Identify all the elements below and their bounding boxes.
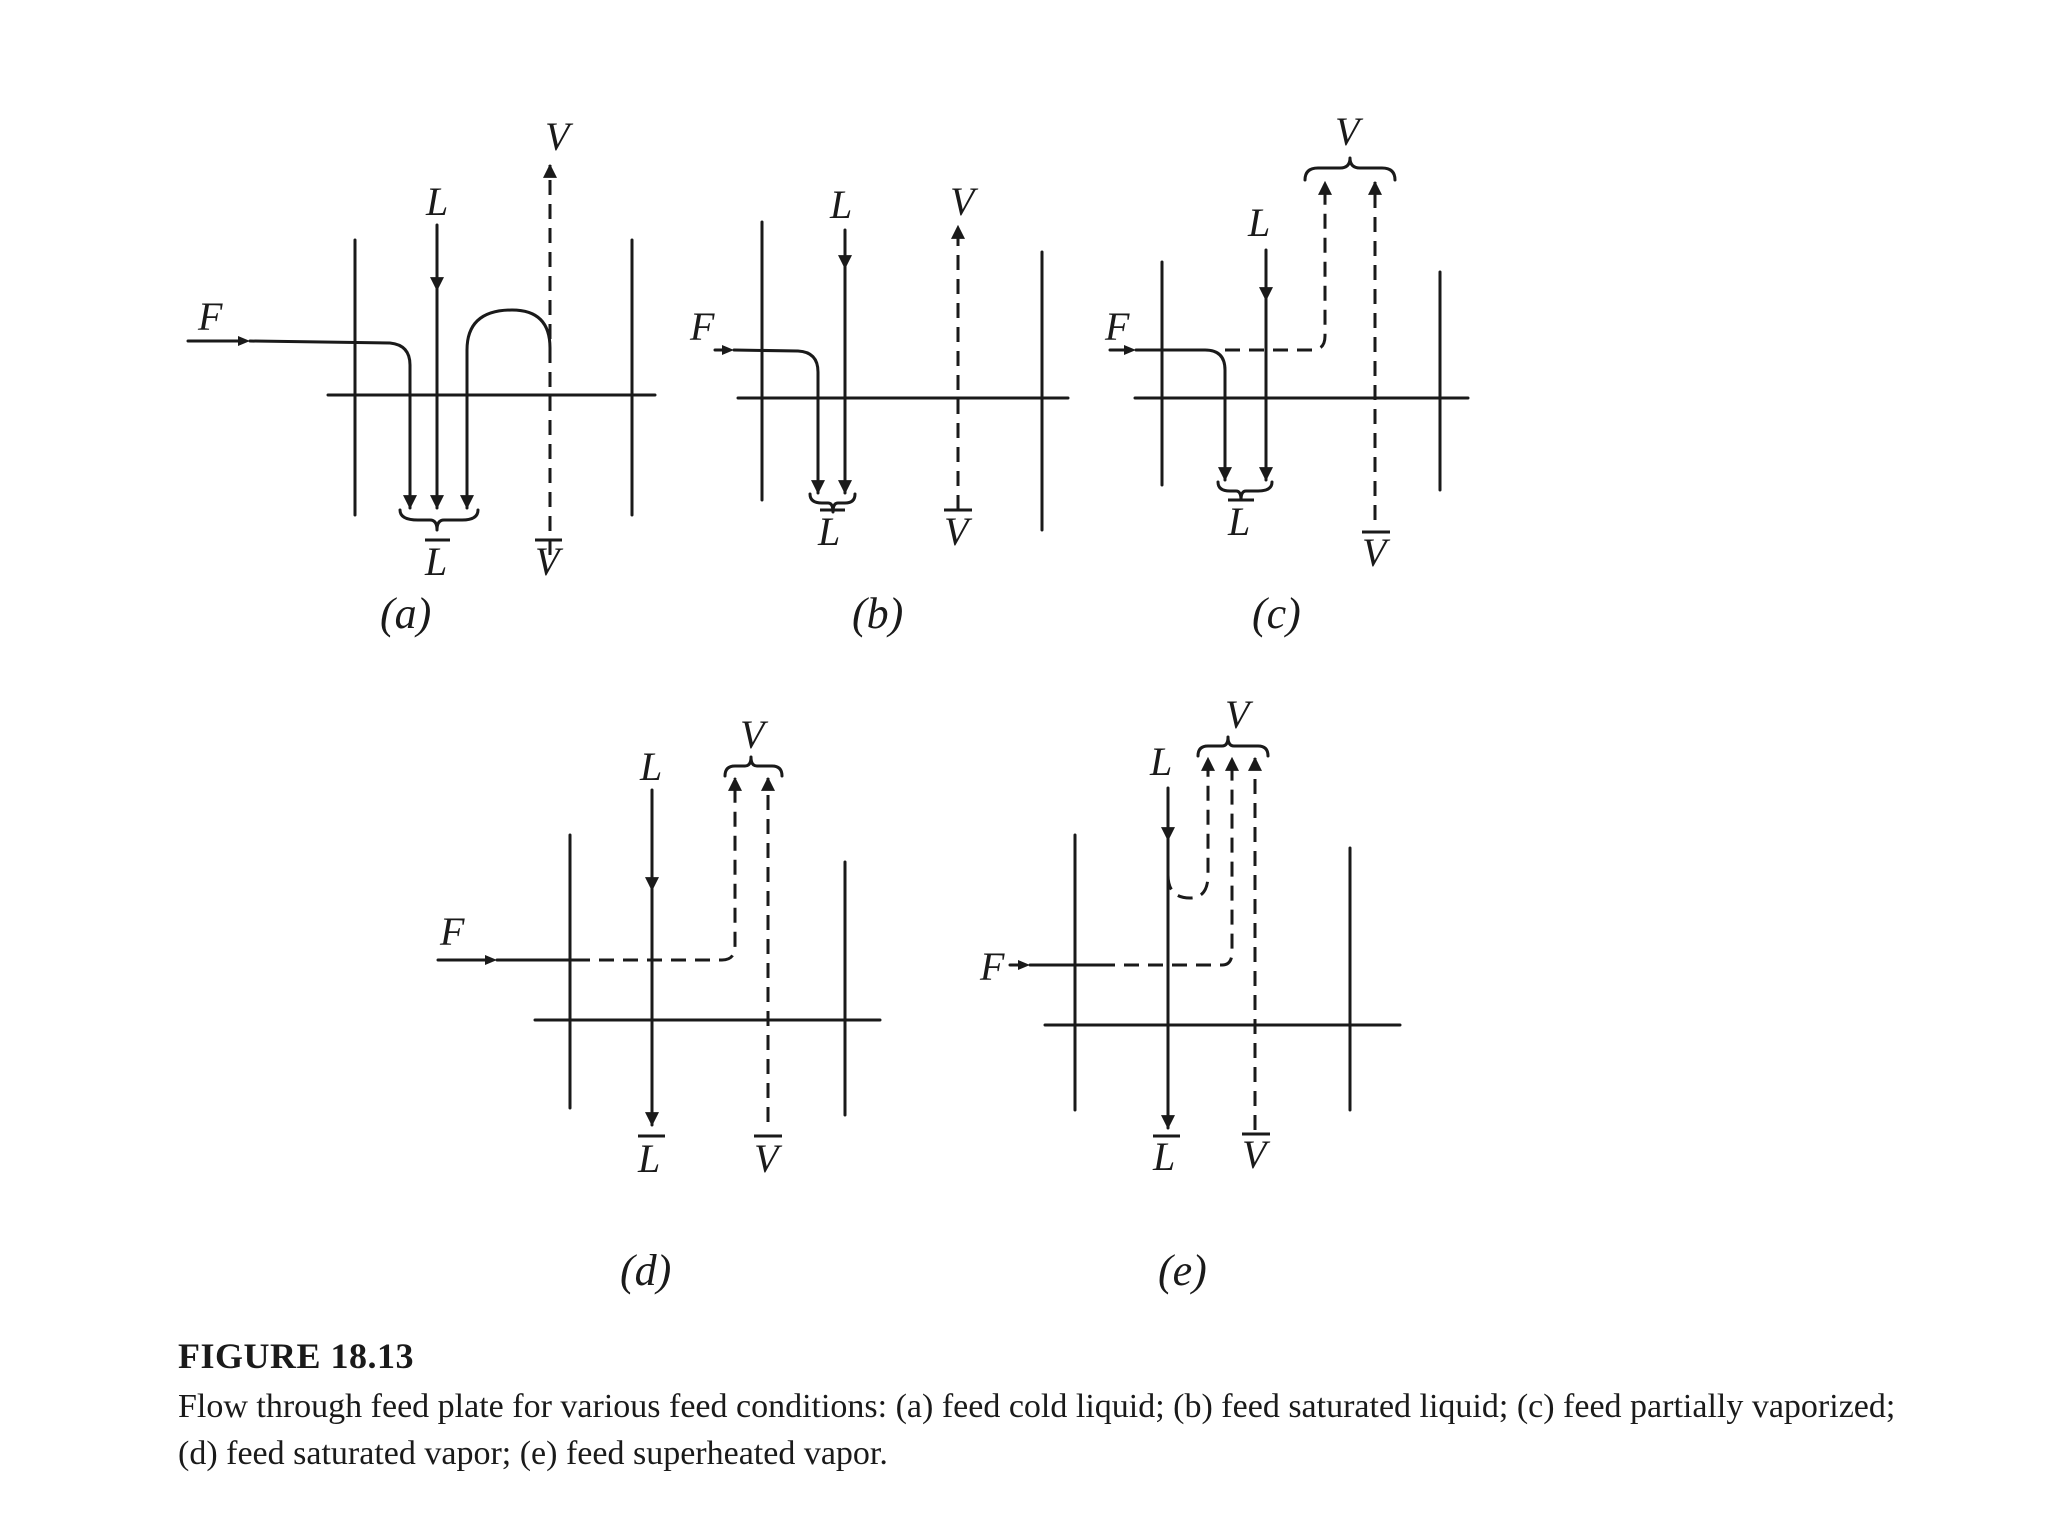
panel-label: (e): [1158, 1246, 1207, 1295]
feed-label: F: [980, 944, 1005, 989]
liquid-label: L: [1248, 200, 1271, 245]
liquid-below-label: L: [425, 539, 448, 584]
vapor-below-label: V: [1242, 1132, 1267, 1177]
feed-liquid-flow: [734, 350, 818, 493]
panel-label: (a): [380, 589, 432, 638]
feed-label: F: [440, 909, 465, 954]
panel-b: [689, 179, 1068, 638]
panel-label: (c): [1252, 589, 1301, 638]
liquid-label: L: [1150, 739, 1173, 784]
vapor-label: V: [1225, 692, 1250, 737]
vapor-label: V: [950, 179, 975, 224]
liquid-brace: [400, 510, 478, 530]
liquid-below-label: L: [1153, 1134, 1176, 1179]
vapor-label: V: [740, 712, 765, 757]
vapor-below-label: V: [535, 539, 560, 584]
vapor-label: V: [545, 114, 570, 159]
caption-text: Flow through feed plate for various feed conditions: (a) feed cold liquid; (b) feed saturated liquid; (c) feed partially vaporized; (d) feed saturated vapor; (e) feed superheated vapor.: [178, 1388, 1896, 1472]
feed-liquid-flow: [1136, 350, 1225, 480]
liquid-brace: [1218, 482, 1272, 500]
vapor-below-label: V: [1362, 530, 1387, 575]
feed-vapor-flow: [1225, 182, 1325, 350]
vapor-brace: [1198, 737, 1268, 756]
vapor-below-label: V: [944, 509, 969, 554]
figure-caption: [178, 1335, 1938, 1477]
panel-label: (b): [852, 589, 904, 638]
liquid-label: L: [830, 182, 853, 227]
evaporation-loop: [1168, 758, 1208, 898]
feed-vapor-flow: [1100, 758, 1232, 965]
panel-e: [979, 692, 1400, 1295]
panel-d: [438, 712, 880, 1295]
feed-label: F: [690, 304, 715, 349]
feed-liquid-flow: [250, 341, 410, 508]
panel-label: (d): [620, 1246, 672, 1295]
panel-c: [1104, 109, 1468, 638]
vapor-label: V: [1335, 109, 1360, 154]
condensate-loop: [467, 310, 550, 508]
liquid-below-label: L: [818, 509, 841, 554]
liquid-label: L: [426, 179, 449, 224]
vapor-brace: [725, 757, 782, 776]
figure-number: FIGURE 18.13: [178, 1336, 415, 1376]
feed-label: F: [1105, 304, 1130, 349]
feed-label: F: [198, 294, 223, 339]
vapor-brace: [1305, 158, 1395, 180]
vapor-below-label: V: [754, 1136, 779, 1181]
liquid-below-label: L: [638, 1136, 661, 1181]
feed-vapor-flow: [575, 778, 735, 960]
liquid-below-label: L: [1228, 499, 1251, 544]
panel-a: [188, 114, 655, 638]
liquid-label: L: [640, 744, 663, 789]
